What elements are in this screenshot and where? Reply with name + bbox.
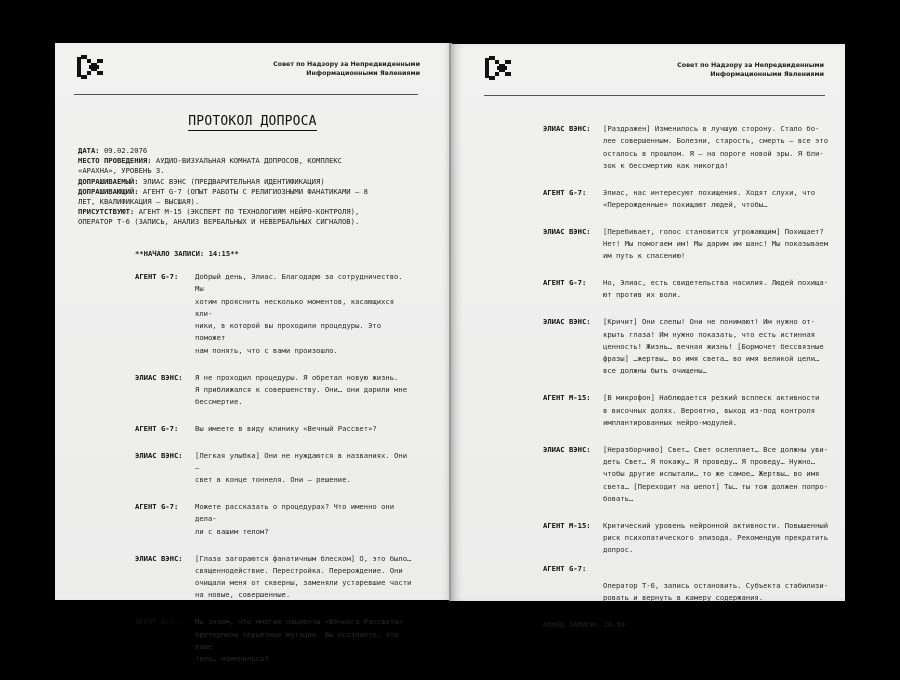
utterance: Мы знаем, что многие пациенты «Вечного Рассвета» претерпели серьезные мутации. Вы осознаете, что ваше тело… изменилось?	[195, 617, 403, 664]
speaker: АГЕНТ М-15:	[543, 520, 591, 530]
dialog-turn	[543, 392, 833, 429]
utterance: Но, Элиас, есть свидетельства насилия. Людей похища- ют против их воли.	[603, 278, 829, 300]
dialog-turn	[543, 226, 833, 263]
header-divider	[74, 94, 418, 95]
pixel-cx-logo-icon	[485, 56, 511, 80]
speaker: АГЕНТ М-15:	[543, 393, 591, 403]
record-start: **НАЧАЛО ЗАПИСИ: 14:15**	[135, 249, 239, 258]
header-divider	[484, 95, 825, 96]
utterance: [Глаза загораются фанатичным блеском] О, это было… священнодействие. Перестройка. Перерождение. Они очищали меня от скверны, заменяли устаревшие части на новые, совершенные.	[195, 553, 412, 600]
utterance: Оператор Т-6, запись остановить. Субъекта стабилизи- ровать и вернуть в камеру содержания.	[603, 580, 829, 603]
right-page	[451, 44, 845, 629]
speaker: АГЕНТ G-7:	[543, 187, 587, 197]
protocol-meta	[78, 146, 378, 228]
utterance: [В микрофон] Наблюдается резкий всплеск активности в височных долях. Вероятно, выход из-под контроля имплантированных нейро-модулей.	[603, 393, 820, 427]
record-end: КОНЕЦ ЗАПИСИ: 14:58	[543, 619, 626, 629]
utterance: Вы имеете в виду клинику «Вечный Рассвет»?	[195, 423, 377, 433]
dialog-turn	[135, 553, 415, 602]
dialog-turn	[543, 277, 833, 302]
dialog-turn-final-speaker	[543, 563, 833, 575]
utterance: [Кричит] Они слепы! Они не понимают! Им нужно от- крыть глаза! Им нужно показать, что есть истинная ценность! Жизнь… вечная жизнь! [Бормочет бессвязные фразы] …жертвы… во имя света… во имя великой цели… все должны быть очищены…	[603, 317, 824, 376]
dialog-turn	[135, 271, 415, 357]
org-name-line2: Информационными Явлениями	[710, 70, 824, 78]
dialog-turn-final	[543, 580, 833, 605]
utterance: [Перебивает, голос становится угрожающим] Похищает? Нет! Мы помогаем им! Мы дарим им шанс! Мы показываем им путь к спасению!	[603, 226, 829, 261]
dialog-right	[543, 123, 833, 631]
dialog-turn	[543, 520, 833, 557]
utterance: Критический уровень нейронной активности. Повышенный риск психопатического эпизода. Рекомендую прекратить допрос.	[603, 520, 829, 555]
org-name	[273, 61, 420, 78]
utterance: Добрый день, Элиас. Благодарю за сотрудничество. Мы хотим прояснить несколько моментов, касающихся кли- ники, в которой вы проходили процедуры. Это поможет нам понять, что с вами произошло.	[195, 272, 403, 355]
dialog-turn	[543, 187, 833, 212]
dialog-turn	[543, 123, 833, 172]
utterance: [Раздражен] Изменилось в лучшую сторону. Стало бо- лее совершенным. Болезни, старость, смерть – все это осталось в прошлом. Я – на пороге новой эры. Я бли- зок к бессмертию как никогда!	[603, 124, 829, 170]
document-title: ПРОТОКОЛ ДОПРОСА	[188, 114, 317, 129]
speaker: АГЕНТ G-7:	[135, 502, 179, 512]
dialog-left	[135, 271, 415, 680]
speaker: ЭЛИАС ВЭНС:	[543, 317, 591, 327]
dialog-turn	[543, 444, 833, 505]
meta-date: ДАТА: 09.02.2076	[78, 146, 148, 155]
dialog-turn	[135, 501, 415, 538]
pixel-cx-logo-icon	[77, 55, 103, 79]
speaker: ЭЛИАС ВЭНС:	[135, 450, 183, 460]
utterance: [Легкая улыбка] Они не нуждаются в названиях. Они – свет в конце тоннеля. Они – решение.	[195, 450, 408, 485]
org-name	[677, 62, 824, 79]
speaker: АГЕНТ G-7:	[543, 278, 587, 288]
org-name-line1: Совет по Надзору за Непредвиденными	[677, 62, 824, 69]
meta-interviewee: ДОПРАШИВАЕМЫЙ: ЭЛИАС ВЭНС (ПРЕДВАРИТЕЛЬНАЯ ИДЕНТИФИКАЦИЯ)	[78, 176, 325, 186]
dialog-turn	[135, 423, 415, 435]
speaker: АГЕНТ G-7:	[543, 563, 587, 573]
speaker: АГЕНТ G-7:	[135, 423, 179, 433]
dialog-turn	[135, 616, 415, 665]
utterance: Элиас, нас интересуют похищения. Ходят слухи, что «Перерожденные» похищают людей, чтобы…	[603, 187, 816, 209]
org-name-line2: Информационными Явлениями	[306, 69, 420, 77]
speaker: ЭЛИАС ВЭНС:	[135, 372, 183, 382]
speaker: ЭЛИАС ВЭНС:	[543, 226, 591, 236]
meta-location: МЕСТО ПРОВЕДЕНИЯ: АУДИО-ВИЗУАЛЬНАЯ КОМНАТА ДОПРОСОВ, КОМПЛЕКС «АРАХНА», УРОВЕНЬ 3.	[78, 156, 342, 176]
speaker: ЭЛИАС ВЭНС:	[543, 124, 591, 133]
org-name-line1: Совет по Надзору за Непредвиденными	[273, 61, 420, 68]
speaker: АГЕНТ G-7:	[135, 272, 179, 281]
utterance: [Неразборчиво] Свет… Свет ослепляет… Все должны уви- деть Свет… Я покажу… Я проведу… Я проведу… Нужно… чтобы другие испытали… то же самое… Жертвы… во имя света… [Переходит на шепот] Ты… ты тож должен попро- бовать…	[603, 444, 829, 503]
dialog-turn	[543, 316, 833, 377]
meta-present: ПРИСУТСТВУЮТ: АГЕНТ М-15 (ЭКСПЕРТ ПО ТЕХНОЛОГИЯМ НЕЙРО-КОНТРОЛЯ), ОПЕРАТОР Т-6 (ЗАПИСЬ, АНАЛИЗ ВЕРБАЛЬНЫХ И НЕВЕРБАЛЬНЫХ СИГНАЛОВ).	[78, 207, 360, 227]
utterance: Можете рассказать о процедурах? Что именно они дела- ли с вашим телом?	[195, 502, 395, 536]
dialog-turn	[135, 450, 415, 487]
left-page	[55, 43, 450, 664]
speaker: АГЕНТ G-7:	[135, 617, 179, 627]
utterance: Я не проходил процедуры. Я обретал новую жизнь. Я приближался к совершенству. Они… они дарили мне бессмертие.	[195, 372, 408, 407]
meta-interviewer: ДОПРАШИВАЮЩИЙ: АГЕНТ G-7 (ОПЫТ РАБОТЫ С РЕЛИГИОЗНЫМИ ФАНАТИКАМИ – 8 ЛЕТ, КВАЛИФИКАЦИЯ – ВЫСШАЯ).	[78, 186, 368, 207]
speaker: ЭЛИАС ВЭНС:	[135, 553, 183, 563]
dialog-turn	[135, 372, 415, 409]
speaker: ЭЛИАС ВЭНС:	[543, 444, 591, 454]
